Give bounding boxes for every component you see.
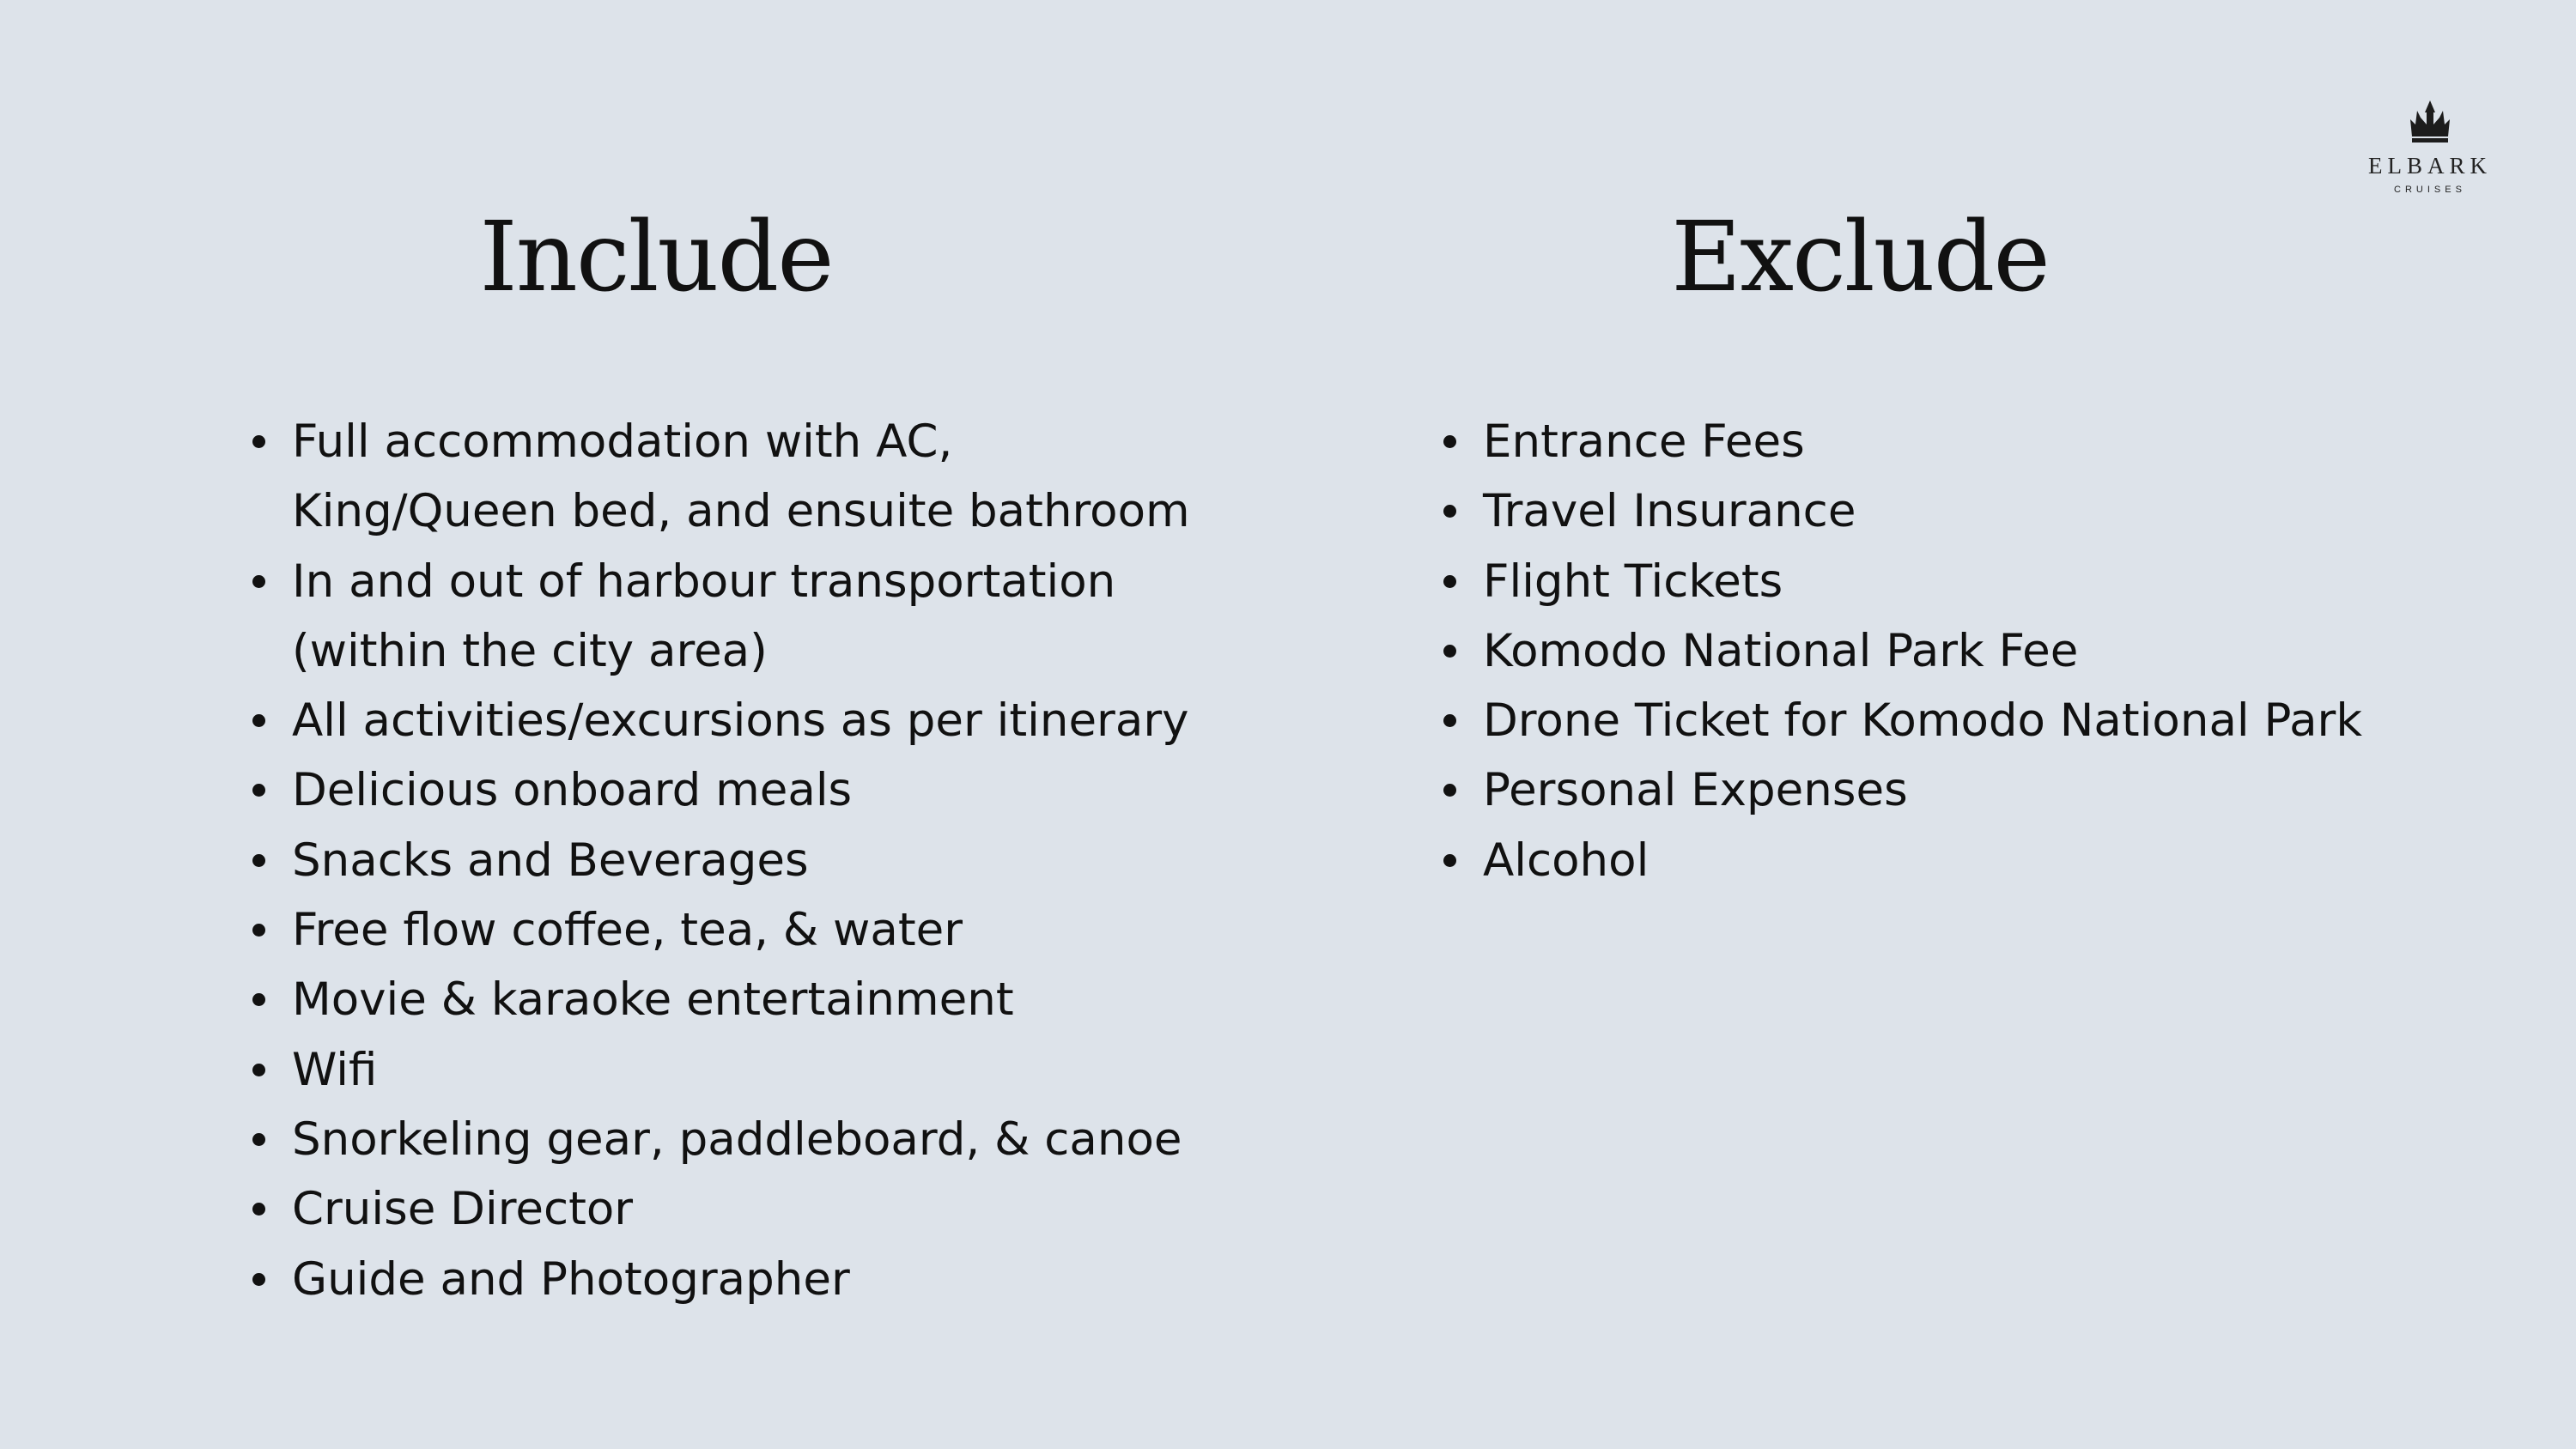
- include-item: [252, 407, 1214, 547]
- include-item-text-continued: (within the city area): [292, 624, 768, 677]
- exclude-item-text: Drone Ticket for Komodo National Park: [1483, 694, 2363, 748]
- include-item-text: Snorkeling gear, paddleboard, & canoe: [292, 1113, 1182, 1166]
- bullet-icon: [252, 1273, 265, 1286]
- include-item: [252, 755, 1214, 825]
- include-item: [252, 1035, 1214, 1105]
- include-item-text: In and out of harbour transportation: [292, 555, 1116, 608]
- bullet-icon: [1443, 575, 1456, 588]
- bullet-icon: [252, 993, 265, 1006]
- include-item-text: Snacks and Beverages: [292, 834, 809, 887]
- bullet-icon: [1443, 645, 1456, 658]
- include-item-text: Movie & karaoke entertainment: [292, 973, 1014, 1027]
- exclude-item-text: Entrance Fees: [1483, 415, 1805, 468]
- include-item: [252, 1105, 1214, 1174]
- bullet-icon: [252, 924, 265, 937]
- bullet-icon: [1443, 784, 1456, 797]
- include-item: [252, 1174, 1214, 1244]
- exclude-item: [1443, 616, 2431, 686]
- bullet-icon: [1443, 505, 1456, 518]
- bullet-icon: [252, 784, 265, 797]
- include-list: [252, 407, 1214, 1314]
- exclude-item-text: Alcohol: [1483, 834, 1649, 887]
- exclude-item-text: Flight Tickets: [1483, 555, 1783, 608]
- include-item: [252, 547, 1214, 687]
- bullet-icon: [252, 435, 265, 448]
- include-item: [252, 1245, 1214, 1314]
- bullet-icon: [252, 854, 265, 867]
- include-item: [252, 895, 1214, 965]
- exclude-item-text: Komodo National Park Fee: [1483, 624, 2079, 677]
- exclude-item-text: Travel Insurance: [1483, 485, 1856, 538]
- include-item-text: Full accommodation with AC,: [292, 415, 953, 468]
- include-item: [252, 826, 1214, 895]
- include-item: [252, 686, 1214, 755]
- include-item: [252, 965, 1214, 1034]
- exclude-item: [1443, 547, 2431, 616]
- exclude-item-text: Personal Expenses: [1483, 764, 1908, 817]
- exclude-list: [1443, 407, 2431, 895]
- include-item-text: Delicious onboard meals: [292, 764, 853, 817]
- include-item-text-continued: King/Queen bed, and ensuite bathroom: [292, 485, 1190, 538]
- bullet-icon: [1443, 435, 1456, 448]
- bullet-icon: [252, 1203, 265, 1216]
- exclude-item: [1443, 476, 2431, 546]
- exclude-item: [1443, 826, 2431, 895]
- include-item-text: Free flow coffee, tea, & water: [292, 904, 963, 957]
- bullet-icon: [1443, 714, 1456, 727]
- bullet-icon: [1443, 854, 1456, 867]
- include-heading: Include: [479, 202, 833, 313]
- bullet-icon: [252, 714, 265, 727]
- bullet-icon: [252, 575, 265, 588]
- trident-crown-icon: [2405, 99, 2455, 149]
- exclude-heading: Exclude: [1671, 202, 2049, 313]
- include-item-text: Wifi: [292, 1043, 378, 1096]
- bullet-icon: [252, 1133, 265, 1146]
- include-item-text: Guide and Photographer: [292, 1252, 850, 1306]
- bullet-icon: [252, 1064, 265, 1076]
- logo-subtitle: CRUISES: [2394, 185, 2466, 195]
- exclude-item: [1443, 407, 2431, 476]
- elbark-cruises-logo: [2353, 99, 2507, 202]
- exclude-item: [1443, 686, 2431, 755]
- include-item-text: Cruise Director: [292, 1183, 634, 1236]
- include-item-text: All activities/excursions as per itinerary: [292, 694, 1189, 748]
- logo-name: ELBARK: [2368, 153, 2492, 179]
- exclude-item: [1443, 755, 2431, 825]
